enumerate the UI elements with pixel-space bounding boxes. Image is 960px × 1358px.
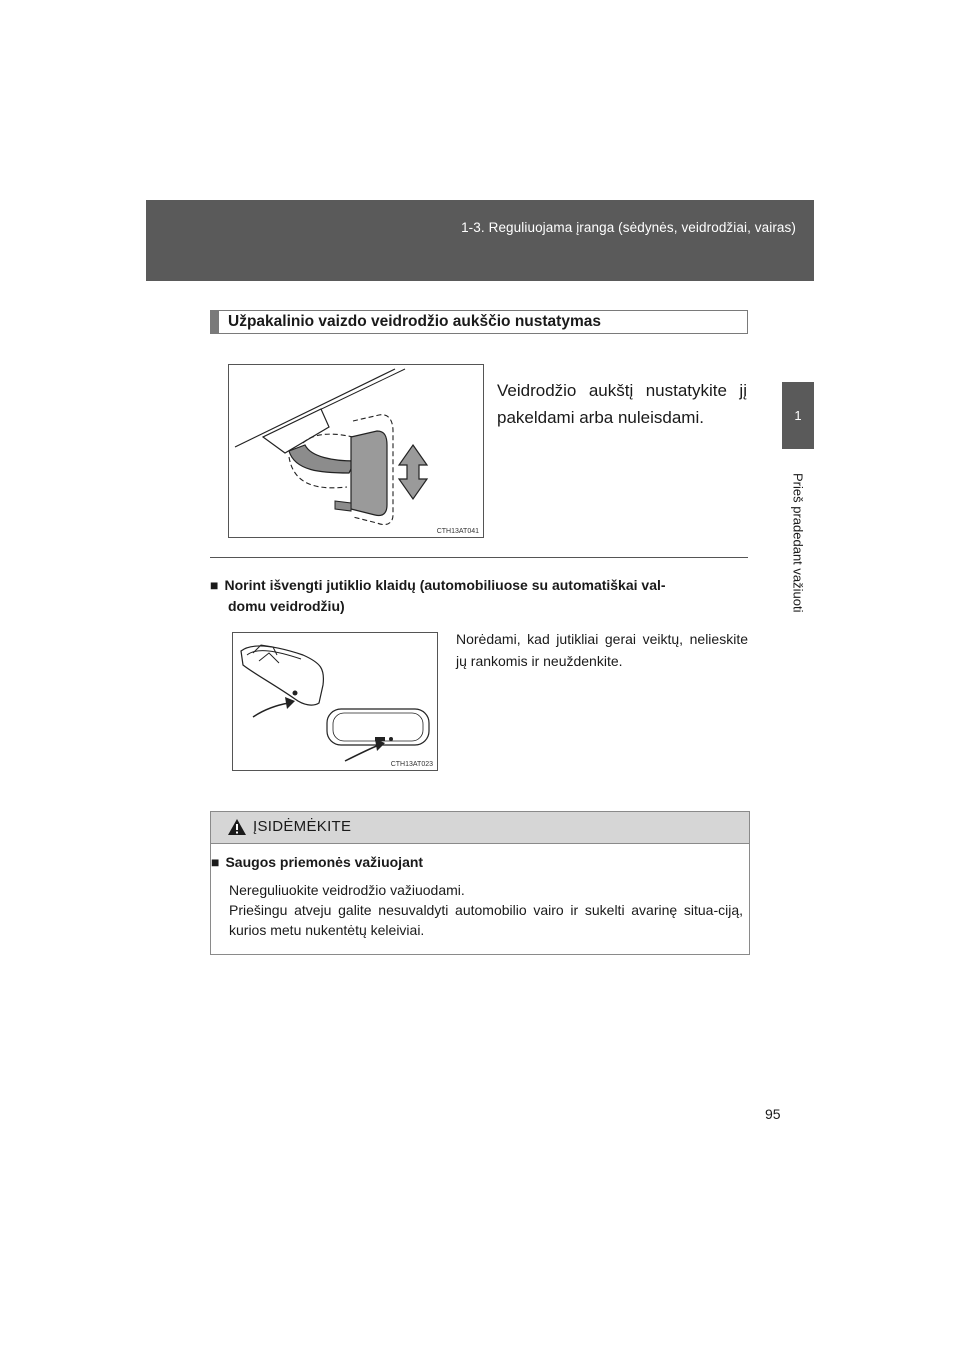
figure-code: CTH13AT041 [436,528,479,535]
section-title-bar [210,310,748,334]
chapter-title: 1-3. Reguliuojama įranga (sėdynės, veidrodžiai, vairas) [461,220,796,235]
section-instruction: Veidrodžio aukštį nustatykite jį pakeldami arba nuleisdami. [497,381,747,427]
caution-title: ĮSIDĖMĖKITE [253,818,352,835]
bullet-square: ■ [211,854,220,870]
note-heading-line1: Norint išvengti jutiklio klaidų (automobiliuose su automatiškai val- [224,577,666,593]
chapter-tab-label: Prieš pradedant važiuoti [790,473,806,613]
figure-code: CTH13AT023 [390,761,433,768]
chapter-tab [782,452,814,634]
note-heading-line2: domu veidrodžiu) [228,598,345,614]
caution-body [229,880,743,940]
mirror-sensor-illustration [233,633,437,770]
mirror-height-figure [228,364,484,538]
mirror-height-illustration [229,365,483,537]
caution-line: Priešingu atveju galite nesuvaldyti automobilio vairo ir sukelti avarinę situa-ciją, kurios metu nukentėtų keleiviai. [229,902,743,938]
mirror-sensor-figure [232,632,438,771]
warning-triangle-icon [227,818,247,836]
caution-header [211,812,749,844]
note-heading [210,575,748,617]
section-title: Užpakalinio vaizdo veidrodžio aukščio nustatymas [228,313,601,330]
caution-box [210,811,750,955]
bullet-square: ■ [210,577,219,593]
page-number: 95 [765,1106,781,1122]
chapter-header [146,200,814,281]
note-body: Norėdami, kad jutikliai gerai veiktų, nelieskite jų rankomis ir neuždenkite. [456,631,748,669]
caution-line: Nereguliuokite veidrodžio važiuodami. [229,882,465,898]
section-title-accent [211,311,219,333]
caution-subheading [211,854,423,870]
caution-subheading-text: Saugos priemonės važiuojant [225,854,424,870]
chapter-tab-number: 1 [782,382,814,449]
divider [210,557,748,558]
